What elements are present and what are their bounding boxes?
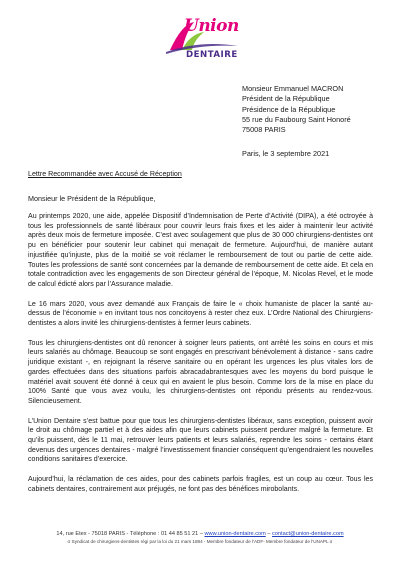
footer-website-link[interactable]: www.union-dentaire.com	[204, 531, 266, 537]
union-dentaire-logo	[160, 10, 240, 64]
footer-email-link[interactable]: contact@union-dentaire.com	[272, 531, 344, 537]
body-paragraph: L’Union Dentaire s’est battue pour que tous les chirurgiens-dentistes libéraux, sans exception, puissent avoir le droit au chômage partiel et à des aides afin que leurs cabinets puissent perdurer malgré la fermeture. Et qu’ils puissent, dès le 11 mai, retrouver leurs patients et leurs salariés, reprendre les soins - certains étant devenus des urgences dentaires - malgré l’investissement financier conséquent qu’engendraient les nouvelles conditions sanitaires d’exercice.	[28, 417, 373, 464]
letter-footer	[0, 530, 400, 546]
letter-body	[28, 212, 373, 505]
recipient-address	[242, 84, 351, 135]
footer-separator: –	[267, 531, 271, 537]
recipient-line: Monsieur Emmanuel MACRON	[242, 84, 344, 93]
body-paragraph: Tous les chirurgiens-dentistes ont dû renoncer à soigner leurs patients, ont arrêté les soins en cours et mis leurs salariés au chômage. Beaucoup se sont engagés en prescrivant bénévolement à distance - sans cadre juridique existant -, en rejoignant la réserve sanitaire ou en opérant les urgences les plus vitales lors de gardes effectuées dans des situations parfois abracadabrantesques avec les moyens du bord puisque le matériel avait souvent été donné à ceux qui en avaient le plus besoin. Comme lors de la mise en place du 100% Santé que vous avez voulu, les chirurgiens-dentistes ont répondu présents au rendez-vous. Silencieusement.	[28, 339, 373, 405]
letter-date: Paris, le 3 septembre 2021	[242, 149, 330, 158]
letter-salutation: Monsieur le Président de la République,	[28, 194, 156, 203]
body-paragraph: Au printemps 2020, une aide, appelée Dispositif d’Indemnisation de Perte d’Activité (DIPA), a été octroyée à tous les professionnels de santé libéraux pour couvrir leurs frais fixes et les aider à maintenir leur activité après deux mois de fermeture imposée. C’est avec soulagement que plus de 30 000 chirurgiens-dentistes ont pu en bénéficier pour soutenir leur cabinet qui menaçait de fermeture. Aujourd’hui, de manière autant injustifiée qu’injuste, plus de la moitié se voit réclamer le remboursement de tout ou partie de cette aide. Toutes les professions de santé sont concernées par la demande de remboursement de cette aide. Et cela en totale contradiction avec les engagements de son Directeur général de l’époque, M. Nicolas Revel, et le mode de calcul édicté alors par l’Assurance maladie.	[28, 213, 373, 288]
logo-script-text: Union	[184, 16, 239, 36]
logo-word-text: DENTAIRE	[186, 50, 238, 60]
recipient-line: Président de la République	[242, 94, 330, 104]
recipient-line: 55 rue du Faubourg Saint Honoré	[242, 114, 351, 124]
body-paragraph: Aujourd’hui, la réclamation de ces aides, pour des cabinets parfois fragiles, est un coup au cœur. Tous les cabinets dentaires, contrairement aux préjugés, ne font pas des bénéfices mirobolants.	[28, 476, 373, 493]
footer-legal-line: σ Syndicat de chirurgiens-dentistes régi par la loi du 21 mars 1884 - Membre fondateur de l’ADF- Membre fondateur de l’UNAPL σ	[67, 539, 333, 544]
letter-subject: Lettre Recommandée avec Accusé de Réception	[28, 170, 182, 178]
recipient-line: Présidence de la République	[242, 104, 336, 114]
body-paragraph: Le 16 mars 2020, vous avez demandé aux Français de faire le « choix humaniste de placer la santé au-dessus de l’économie » en invitant tous nos concitoyens à rester chez eux. L’Ordre National des Chirurgiens-dentistes a alors invité les chirurgiens-dentistes à fermer leurs cabinets.	[28, 300, 373, 328]
recipient-line: 75008 PARIS	[242, 125, 286, 135]
footer-contact-line	[0, 530, 400, 538]
footer-address: 14, rue Etex - 75018 PARIS - Téléphone : 01 44 85 51 21 –	[56, 531, 203, 537]
